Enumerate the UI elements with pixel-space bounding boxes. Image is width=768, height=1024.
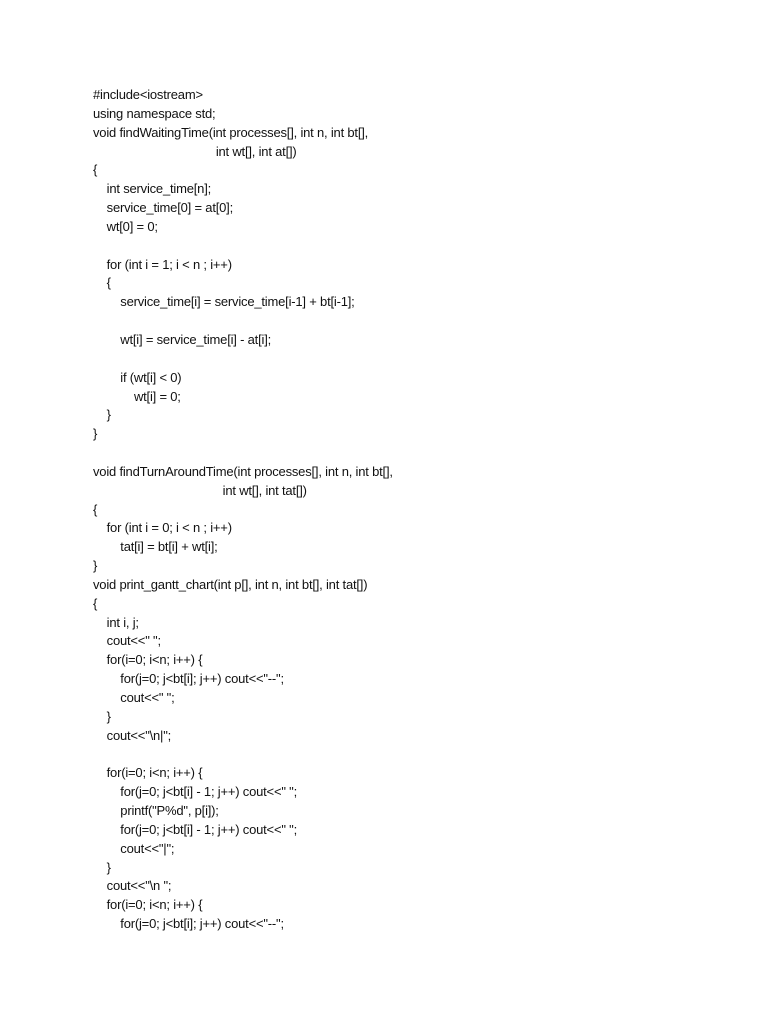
code-line: { <box>93 595 98 611</box>
code-line <box>93 312 733 331</box>
code-line: } <box>93 558 98 574</box>
code-line <box>93 237 733 256</box>
code-line: for(j=0; j<bt[i] - 1; j++) cout<<" "; <box>93 821 297 837</box>
code-line <box>93 746 733 765</box>
code-line: void findWaitingTime(int processes[], int n, int bt[], <box>93 124 369 140</box>
code-line: wt[0] = 0; <box>93 218 158 234</box>
code-line: for(i=0; i<n; i++) { <box>93 652 203 668</box>
code-line: int i, j; <box>93 614 139 630</box>
code-block <box>93 86 733 934</box>
code-line: } <box>93 708 111 724</box>
code-line: for (int i = 1; i < n ; i++) <box>93 256 232 272</box>
code-line: tat[i] = bt[i] + wt[i]; <box>93 539 218 555</box>
code-line: wt[i] = service_time[i] - at[i]; <box>93 331 272 347</box>
code-line: for(j=0; j<bt[i]; j++) cout<<"--"; <box>93 671 284 687</box>
code-line: int wt[], int at[]) <box>93 143 297 159</box>
code-line: { <box>93 275 111 291</box>
code-line <box>93 444 733 463</box>
code-line: #include<iostream> <box>93 87 203 102</box>
code-line: void print_gantt_chart(int p[], int n, int bt[], int tat[]) <box>93 576 368 592</box>
code-line: cout<<"|"; <box>93 840 175 856</box>
code-line: printf("P%d", p[i]); <box>93 803 219 819</box>
code-line: } <box>93 859 111 875</box>
code-line: int wt[], int tat[]) <box>93 482 307 498</box>
code-line: if (wt[i] < 0) <box>93 369 182 385</box>
code-line: { <box>93 162 98 178</box>
code-line: cout<<" "; <box>93 690 175 705</box>
code-line: wt[i] = 0; <box>93 388 181 404</box>
code-line <box>93 350 733 369</box>
code-line: service_time[i] = service_time[i-1] + bt[i-1]; <box>93 294 355 310</box>
code-line: } <box>93 426 98 442</box>
code-line: void findTurnAroundTime(int processes[], int n, int bt[], <box>93 463 393 479</box>
code-line: cout<<"\n "; <box>93 878 172 894</box>
code-line: for(i=0; i<n; i++) { <box>93 897 203 913</box>
code-line: service_time[0] = at[0]; <box>93 200 233 216</box>
code-line: } <box>93 407 111 423</box>
code-line: int service_time[n]; <box>93 181 212 197</box>
code-line: { <box>93 501 98 517</box>
code-line: for(i=0; i<n; i++) { <box>93 765 203 781</box>
code-line: cout<<"\n|"; <box>93 727 172 743</box>
code-line: cout<<" "; <box>93 633 161 649</box>
code-line: using namespace std; <box>93 105 216 121</box>
code-line: for(j=0; j<bt[i]; j++) cout<<"--"; <box>93 916 284 932</box>
code-line: for(j=0; j<bt[i] - 1; j++) cout<<" "; <box>93 784 297 800</box>
code-line: for (int i = 0; i < n ; i++) <box>93 520 232 536</box>
